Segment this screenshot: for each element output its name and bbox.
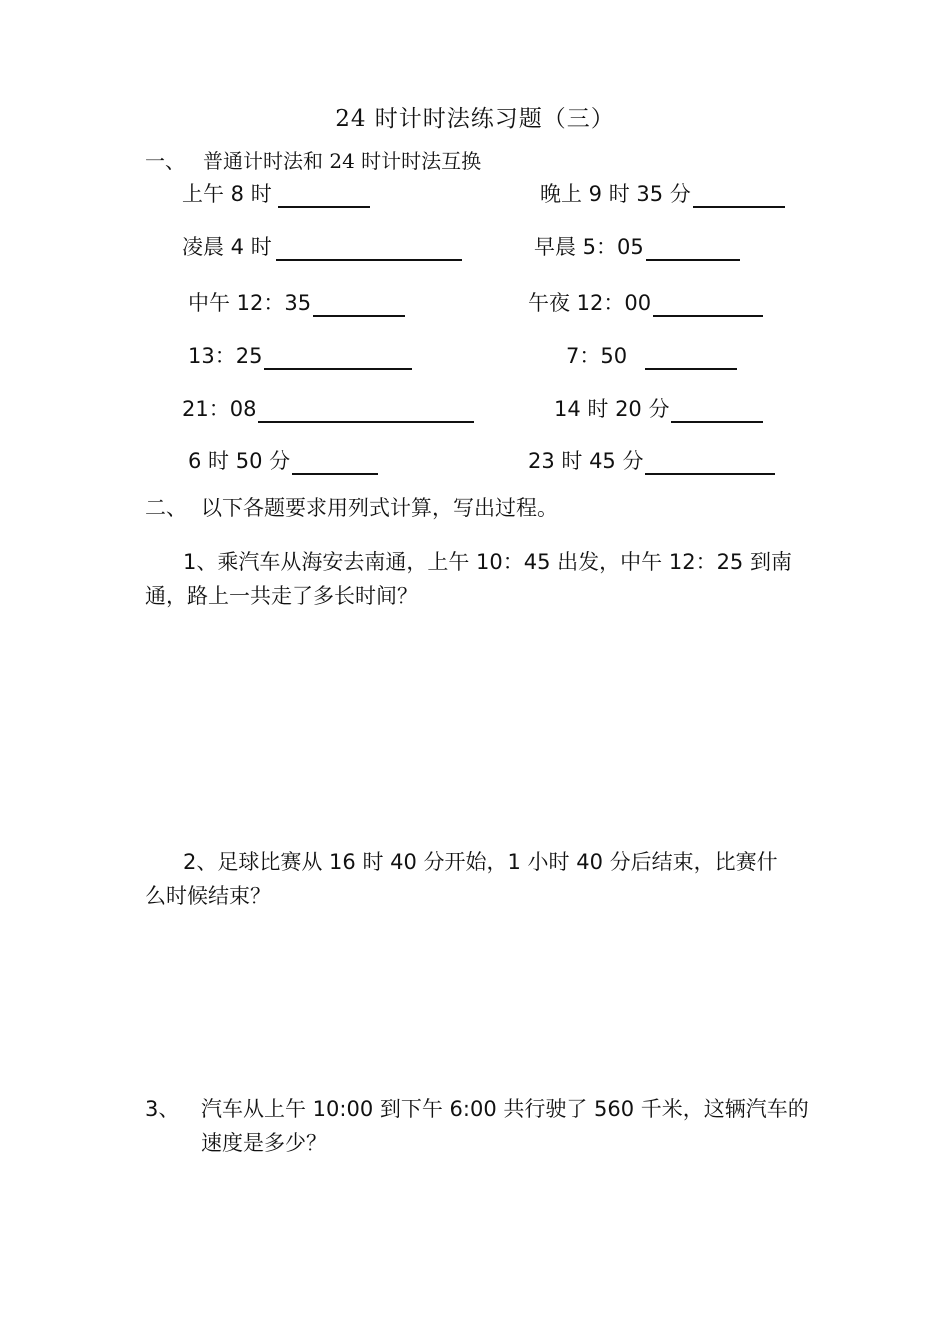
question-number: 3、 [145, 1097, 180, 1121]
conversion-item [566, 340, 737, 370]
answer-blank[interactable] [278, 184, 370, 208]
answer-space[interactable] [145, 925, 813, 1085]
question-text: 乘汽车从海安去南通，上午 10：45 出发，中午 12：25 到南通，路上一共走了多长时间？ [145, 550, 792, 608]
question-number: 2、 [183, 850, 218, 874]
conversion-label: 23 时 45 分 [528, 449, 644, 473]
section-1-number: 一、 [145, 149, 185, 173]
conversion-item [188, 287, 405, 317]
conversion-label: 6 时 50 分 [188, 449, 291, 473]
answer-blank[interactable] [653, 293, 763, 317]
conversion-item [534, 231, 740, 261]
answer-blank[interactable] [276, 237, 462, 261]
conversion-label: 上午 8 时 [182, 182, 272, 206]
conversion-label: 凌晨 4 时 [182, 235, 272, 259]
section-2-title: 以下各题要求用列式计算，写出过程。 [201, 496, 558, 520]
conversion-label: 14 时 20 分 [554, 397, 670, 421]
conversion-item [528, 445, 775, 475]
conversion-label: 21：08 [182, 397, 257, 421]
question-3 [201, 1092, 813, 1160]
conversion-item [182, 178, 370, 208]
conversion-label: 早晨 5：05 [534, 235, 644, 259]
question-number: 1、 [183, 550, 218, 574]
conversion-item [182, 231, 462, 261]
conversion-label: 中午 12：35 [188, 291, 312, 315]
conversion-item [188, 340, 412, 370]
conversion-item [528, 287, 763, 317]
answer-blank[interactable] [264, 346, 412, 370]
answer-blank[interactable] [646, 237, 740, 261]
answer-blank[interactable] [693, 184, 785, 208]
section-2-number: 二、 [145, 496, 187, 520]
question-text: 足球比赛从 16 时 40 分开始，1 小时 40 分后结束，比赛什么时候结束？ [145, 850, 778, 908]
section-1-title: 普通计时法和 24 时计时法互换 [203, 149, 482, 173]
section-1-heading [145, 145, 481, 174]
section-2-heading [145, 492, 558, 522]
answer-space[interactable] [145, 1170, 813, 1320]
question-2 [145, 845, 795, 913]
conversion-label: 午夜 12：00 [528, 291, 652, 315]
conversion-item [554, 393, 763, 423]
answer-blank[interactable] [292, 451, 378, 475]
conversion-label: 7：50 [566, 344, 628, 368]
answer-blank[interactable] [645, 346, 737, 370]
conversion-label: 13：25 [188, 344, 263, 368]
answer-blank[interactable] [671, 399, 763, 423]
question-text: 汽车从上午 10:00 到下午 6:00 共行驶了 560 千米，这辆汽车的速度是多少？ [201, 1097, 809, 1155]
page-title: 24 时计时法练习题（三） [335, 106, 615, 132]
conversion-label: 晚上 9 时 35 分 [540, 182, 691, 206]
answer-blank[interactable] [258, 399, 474, 423]
conversion-item [540, 178, 785, 208]
question-1 [145, 545, 813, 613]
conversion-item [188, 445, 378, 475]
answer-space[interactable] [145, 625, 813, 835]
conversion-item [182, 393, 474, 423]
answer-blank[interactable] [313, 293, 405, 317]
answer-blank[interactable] [645, 451, 775, 475]
